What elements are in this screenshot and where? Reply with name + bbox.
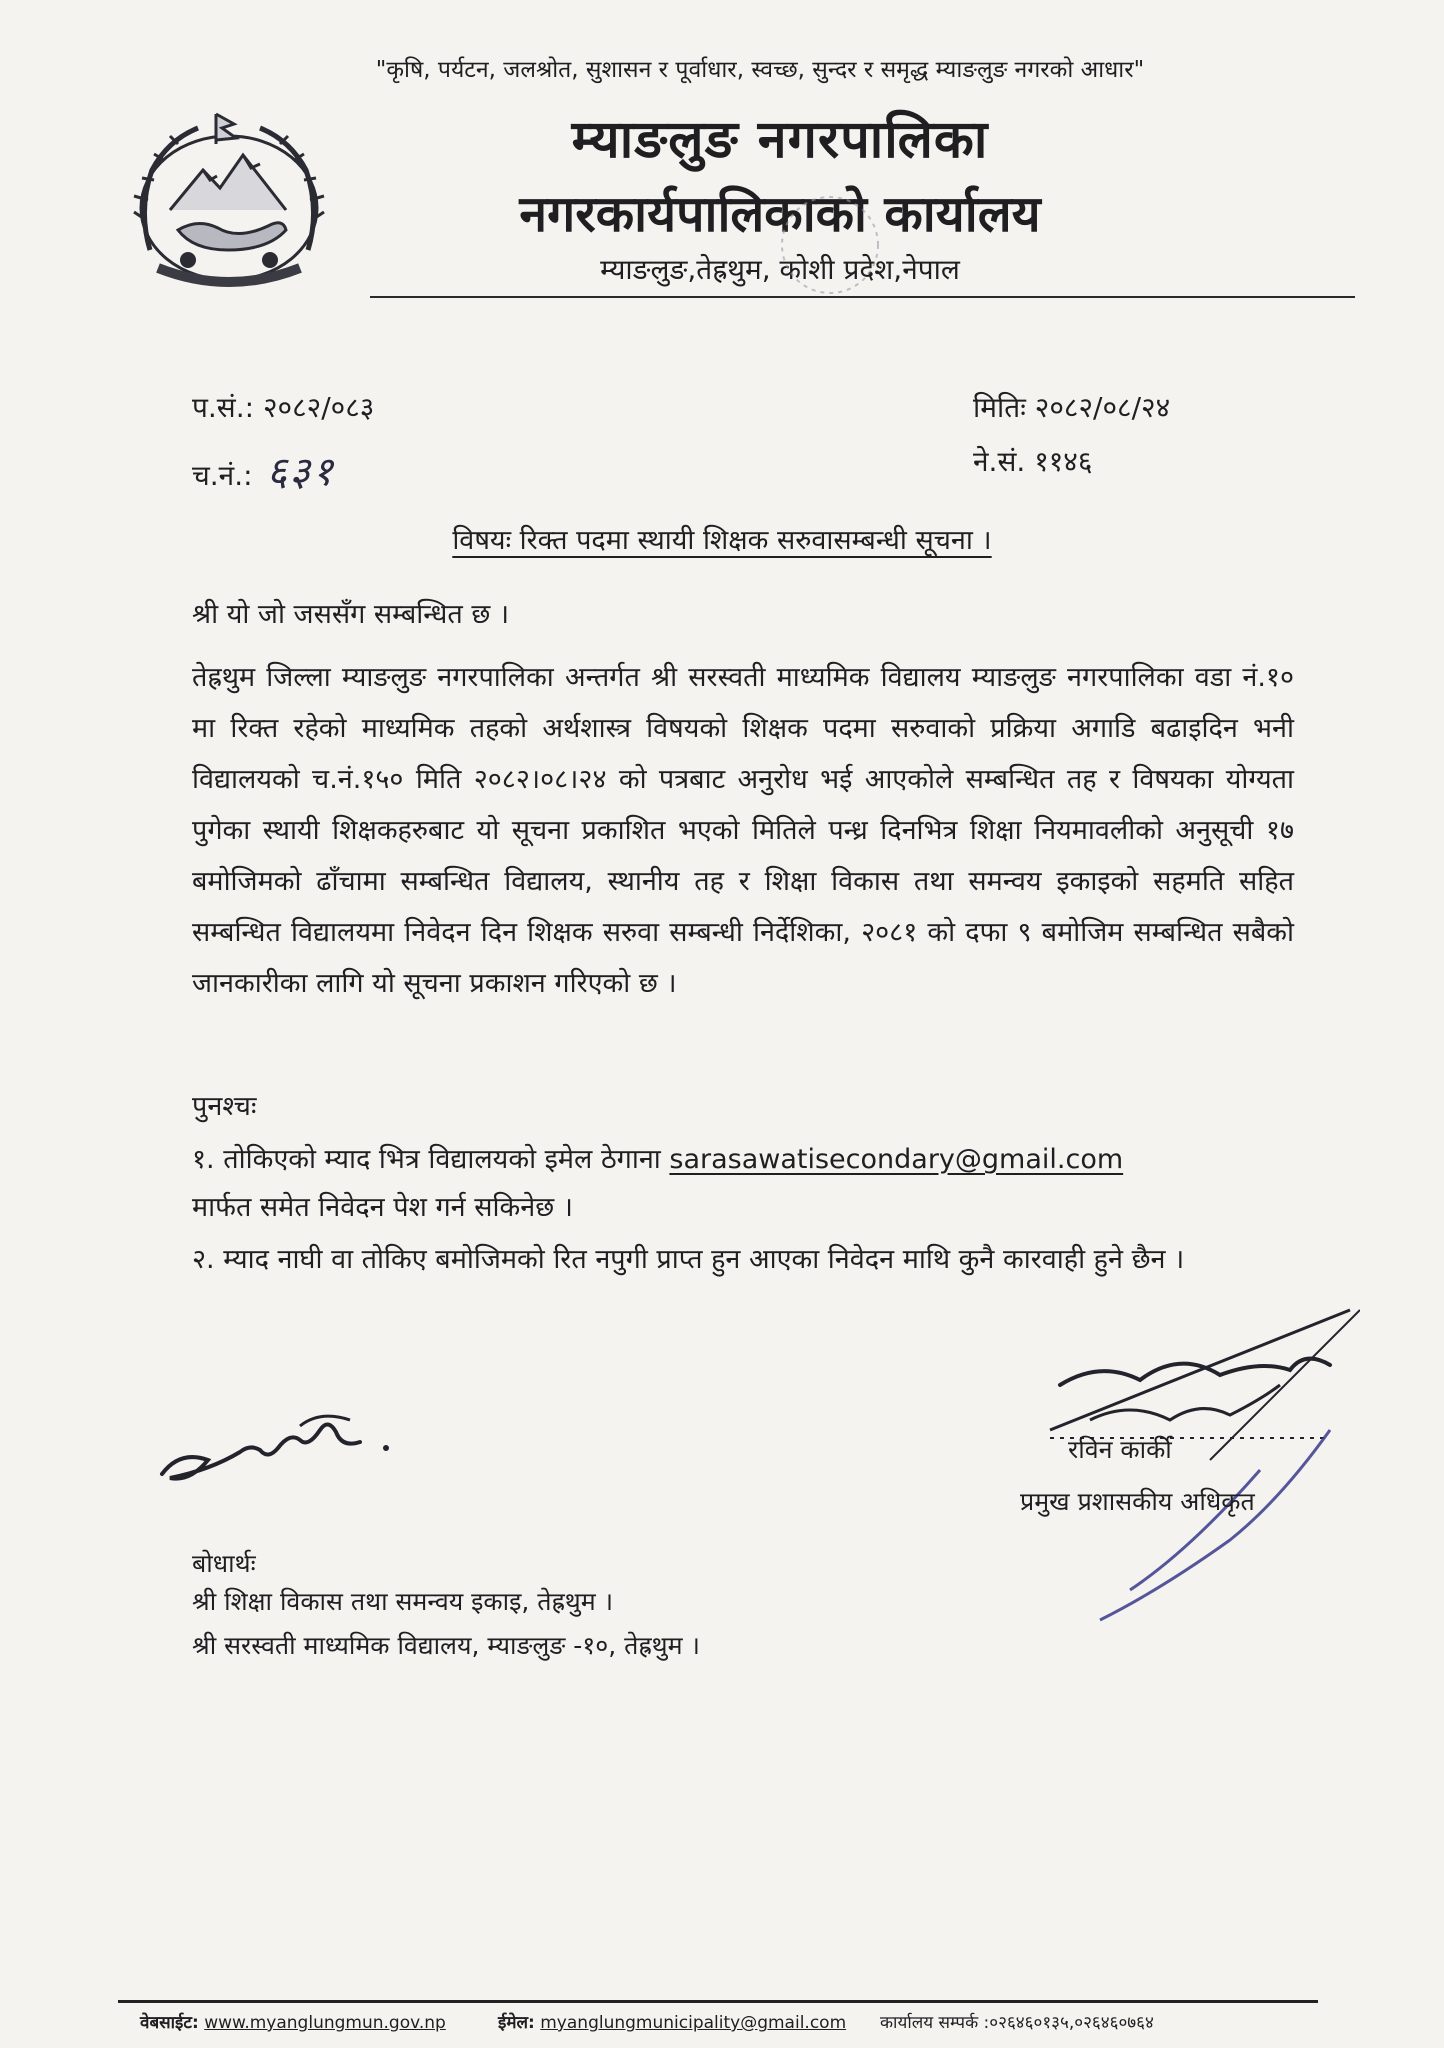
signatory-name: रविन कार्की (1068, 1435, 1172, 1464)
dispatch-number: च.नं.: ६३१ (192, 449, 335, 495)
office-address: म्याङलुङ,तेह्रथुम, कोशी प्रदेश,नेपाल (600, 253, 960, 286)
cc-item: श्री सरस्वती माध्यमिक विद्यालय, म्याङलुङ -१०, तेह्रथुम । (192, 1631, 701, 1660)
postscript-item-2: २. म्याद नाघी वा तोकिए बमोजिमको रित नपुगी प्राप्त हुन आएका निवेदन माथि कुनै कारवाही हुने छैन । (192, 1244, 1185, 1275)
org-name: म्याङलुङ नगरपालिका (571, 110, 989, 170)
subject-line: विषयः रिक्त पदमा स्थायी शिक्षक सरुवासम्बन्धी सूचना । (452, 525, 992, 556)
reference-number: प.सं.: २०८२/०८३ (192, 391, 375, 424)
faint-stamp-icon (760, 190, 900, 300)
body-paragraph: तेह्रथुम जिल्ला म्याङलुङ नगरपालिका अन्तर्गत श्री सरस्वती माध्यमिक विद्यालय म्याङलुङ नगरपालिका वडा नं.१० मा रिक्त रहेको माध्यमिक तहको अर्थशास्त्र विषयको शिक्षक पदमा सरुवाको प्रक्रिया अगाडि बढाइदिन भनी विद्यालयको च.नं.१५० मिति २०८२।०८।२४ को पत्रबाट अनुरोध भई आएकोले सम्बन्धित तह र विषयका योग्यता पुगेका स्थायी शिक्षकहरुबाट यो सूचना प्रकाशित भएको मितिले पन्ध्र दिनभित्र शिक्षा नियमावलीको अनुसूची १७ बमोजिमको ढाँचामा सम्बन्धित विद्यालय, स्थानीय तह र शिक्षा विकास तथा समन्वय इकाइको सहमति सहित सम्बन्धित विद्यालयमा निवेदन दिन शिक्षक सरुवा सम्बन्धी निर्देशिका, २०८१ को दफा ९ बमोजिम सम्बन्धित सबैको जानकारीका लागि यो सूचना प्रकाशन गरिएको छ । (192, 662, 1294, 999)
postscript-heading: पुनश्चः (192, 1091, 257, 1122)
footer-divider (118, 2000, 1318, 2003)
letter-date: मितिः २०८२/०८/२४ (973, 391, 1171, 424)
cc-item: श्री शिक्षा विकास तथा समन्वय इकाइ, तेह्रथुम । (192, 1587, 614, 1616)
motto-text: "कृषि, पर्यटन, जलश्रोत, सुशासन र पूर्वाधार, स्वच्छ, सुन्दर र समृद्ध म्याङलुङ नगरको आधार" (375, 57, 1145, 83)
dispatch-number-handwritten: ६३१ (266, 449, 335, 495)
left-signature-icon (150, 1390, 410, 1500)
salutation: श्री यो जो जससँग सम्बन्धित छ । (192, 599, 510, 630)
footer-phone: कार्यालय सम्पर्क :०२६४६०१३५,०२६४६०७६४ (880, 2013, 1154, 2033)
office-name: नगरकार्यपालिकाको कार्यालय (519, 185, 1041, 243)
office-email-link[interactable]: myanglungmunicipality@gmail.com (540, 2013, 847, 2033)
cc-heading: बोधार्थः (192, 1549, 256, 1578)
footer-email: ईमेल: myanglungmunicipality@gmail.com (498, 2013, 847, 2033)
footer-website: वेबसाईट: www.myanglungmun.gov.np (140, 2013, 446, 2033)
school-email-link[interactable]: sarasawatisecondary@gmail.com (669, 1144, 1124, 1175)
website-link[interactable]: www.myanglungmun.gov.np (204, 2013, 446, 2033)
nepal-sambat: ने.सं. ११४६ (973, 445, 1093, 478)
postscript-item-1: १. तोकिएको म्याद भित्र विद्यालयको इमेल ठेगाना sarasawatisecondary@gmail.com मार्फत समेत निवेदन पेश गर्न सकिनेछ । (192, 1144, 1124, 1223)
signatory-title: प्रमुख प्रशासकीय अधिकृत (1020, 1487, 1255, 1516)
nepal-emblem-icon (118, 100, 340, 300)
